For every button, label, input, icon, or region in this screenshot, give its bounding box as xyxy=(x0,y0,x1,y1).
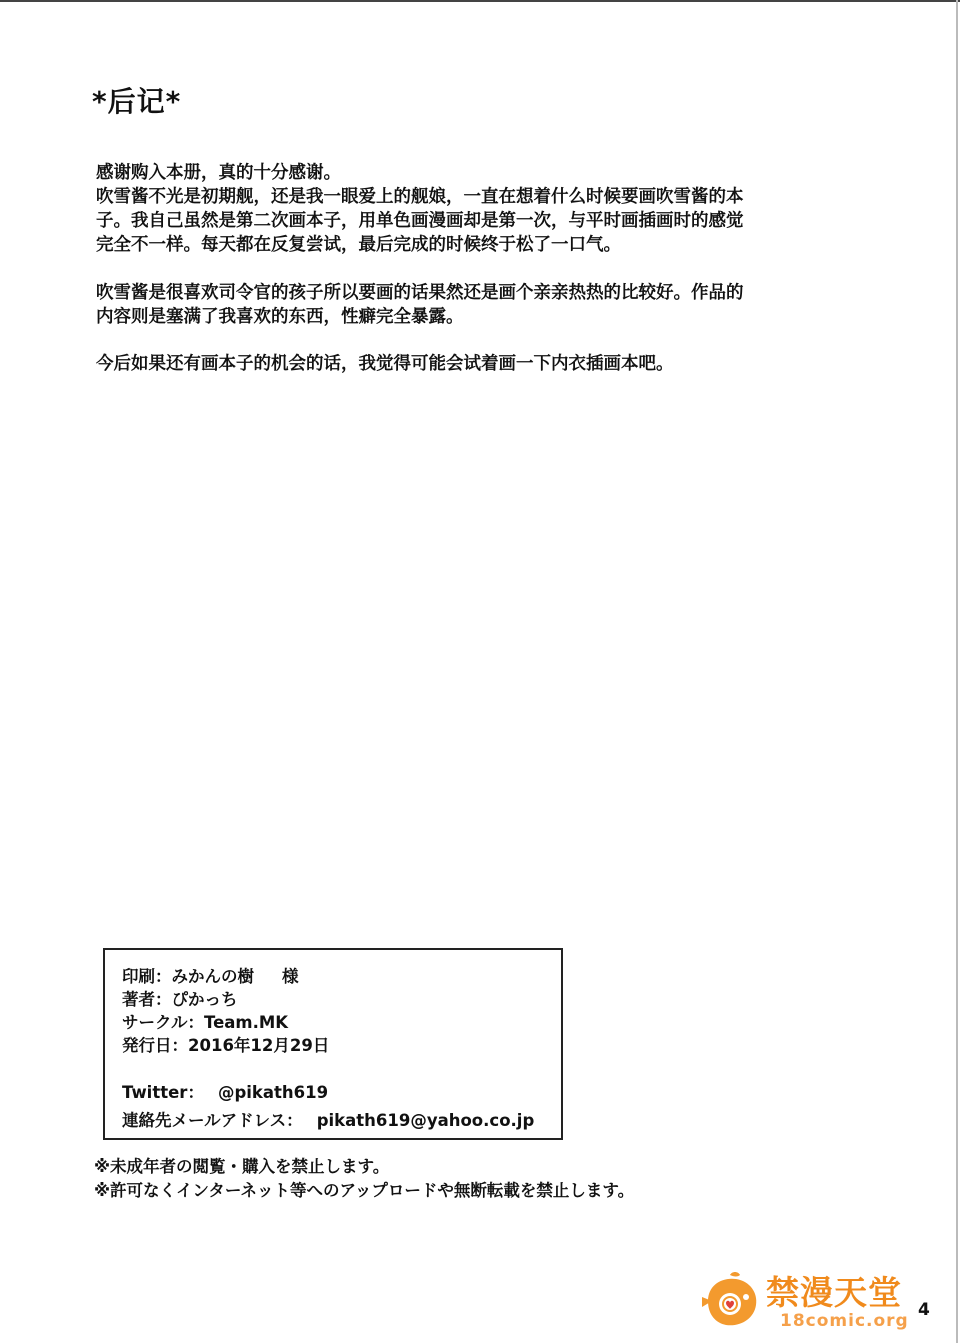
notice-reupload: ※許可なくインターネット等へのアップロードや無断転載を禁止します。 xyxy=(94,1181,635,1200)
watermark-site-name: 禁漫天堂 xyxy=(766,1273,902,1312)
circle-label: サークル： xyxy=(122,1013,205,1032)
afterword-paragraph-3 xyxy=(96,352,836,376)
paragraph-line: 子。我自己虽然是第二次画本子，用单色画漫画却是第一次，与平时画插画时的感觉 xyxy=(96,211,744,231)
site-watermark xyxy=(700,1265,930,1335)
notice-minors: ※未成年者の閲覧・購入を禁止します。 xyxy=(94,1157,390,1176)
afterword-paragraph-1 xyxy=(96,161,836,257)
colophon-box xyxy=(103,948,563,1140)
author-value: ぴかっち xyxy=(171,990,238,1009)
top-border-line xyxy=(0,0,960,2)
watermark-site-url[interactable]: 18comic.org xyxy=(780,1311,909,1331)
printer-label: 印刷： xyxy=(122,967,172,986)
right-border-line xyxy=(956,0,958,1343)
date-row xyxy=(122,1035,329,1057)
twitter-row xyxy=(122,1082,328,1104)
page-number: 4 xyxy=(918,1300,930,1320)
page-title: *后记* xyxy=(92,85,182,118)
afterword-paragraph-2 xyxy=(96,281,836,329)
author-label: 著者： xyxy=(122,990,172,1009)
date-label: 発行日： xyxy=(122,1036,188,1055)
circle-value: Team.MK xyxy=(204,1013,289,1032)
email-label: 連絡先メールアドレス： xyxy=(122,1111,303,1130)
paragraph-line: 内容则是塞满了我喜欢的东西，性癖完全暴露。 xyxy=(96,307,464,327)
paragraph-line: 完全不一样。每天都在反复尝试，最后完成的时候终于松了一口气。 xyxy=(96,235,621,255)
circle-row xyxy=(122,1012,288,1034)
date-value: 2016年12月29日 xyxy=(188,1036,330,1055)
twitter-label: Twitter： xyxy=(122,1083,204,1102)
email-address[interactable]: pikath619@yahoo.co.jp xyxy=(316,1111,535,1130)
printer-suffix: 様 xyxy=(282,967,299,986)
paragraph-line: 感谢购入本册，真的十分感谢。 xyxy=(96,163,341,183)
twitter-handle[interactable]: @pikath619 xyxy=(217,1083,329,1102)
printer-row xyxy=(122,966,299,988)
paragraph-line: 今后如果还有画本子的机会的话，我觉得可能会试着画一下内衣插画本吧。 xyxy=(96,354,674,374)
author-row xyxy=(122,989,238,1011)
paragraph-line: 吹雪酱是很喜欢司令官的孩子所以要画的话果然还是画个亲亲热热的比较好。作品的 xyxy=(96,283,744,303)
paragraph-line: 吹雪酱不光是初期舰，还是我一眼爱上的舰娘，一直在想着什么时候要画吹雪酱的本 xyxy=(96,187,744,207)
email-row xyxy=(122,1110,534,1132)
printer-value: みかんの樹 xyxy=(171,967,254,986)
fish-mascot-icon xyxy=(700,1271,762,1329)
